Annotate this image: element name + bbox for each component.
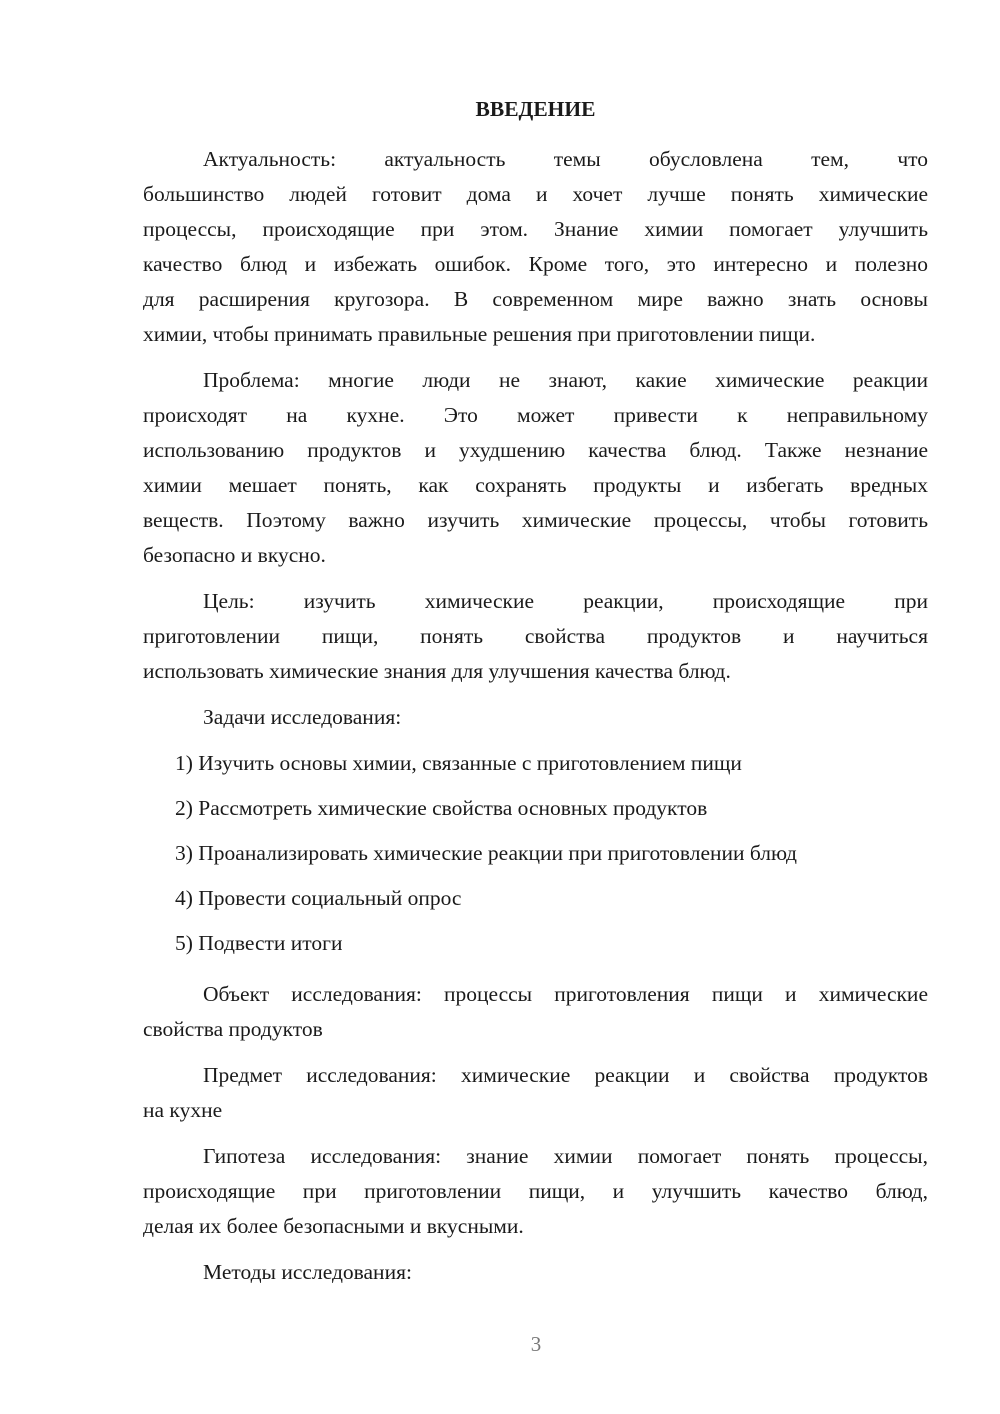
text-line: делая их более безопасными и вкусными. [143, 1214, 524, 1238]
task-item: 3) Проанализировать химические реакции при приготовлении блюд [175, 841, 797, 865]
intro-paragraphs [143, 142, 928, 735]
text-line: безопасно и вкусно. [143, 543, 326, 567]
text-line: веществ. Поэтому важно изучить химические процессы, чтобы готовить [143, 508, 928, 532]
research-paragraphs [143, 977, 928, 1290]
task-item: 2) Рассмотреть химические свойства основных продуктов [175, 796, 708, 820]
paragraph [143, 1255, 928, 1290]
text-line: свойства продуктов [143, 1017, 323, 1041]
text-line: химии, чтобы принимать правильные решения при приготовлении пищи. [143, 322, 816, 346]
text-line: использовать химические знания для улучшения качества блюд. [143, 659, 731, 683]
text-line: на кухне [143, 1098, 223, 1122]
text-line: Задачи исследования: [203, 705, 402, 729]
text-line: Объект исследования: процессы приготовления пищи и химические [203, 982, 928, 1006]
text-line: использованию продуктов и ухудшению качества блюд. Также незнание [143, 438, 928, 462]
paragraph [143, 584, 928, 689]
paragraph [143, 700, 928, 735]
text-line: Методы исследования: [203, 1260, 412, 1284]
paragraph [143, 1139, 928, 1244]
paragraph [143, 977, 928, 1047]
text-line: Актуальность: актуальность темы обусловлена тем, что [203, 147, 928, 171]
text-line: приготовлении пищи, понять свойства продуктов и научиться [143, 624, 928, 648]
text-line: происходящие при приготовлении пищи, и улучшить качество блюд, [143, 1179, 928, 1203]
text-line: Цель: изучить химические реакции, происходящие при [203, 589, 928, 613]
text-line: происходят на кухне. Это может привести к неправильному [143, 403, 928, 427]
tasks-list [143, 741, 928, 966]
text-line: большинство людей готовит дома и хочет лучше понять химические [143, 182, 928, 206]
task-item: 5) Подвести итоги [175, 931, 343, 955]
page-number: 3 [530, 1332, 542, 1356]
page-title: ВВЕДЕНИЕ [475, 97, 596, 121]
paragraph [143, 142, 928, 352]
paragraph [143, 1058, 928, 1128]
paragraph [143, 363, 928, 573]
document-page [143, 92, 928, 1301]
task-item: 1) Изучить основы химии, связанные с приготовлением пищи [175, 751, 742, 775]
task-item: 4) Провести социальный опрос [175, 886, 462, 910]
text-line: Проблема: многие люди не знают, какие химические реакции [203, 368, 928, 392]
text-line: Предмет исследования: химические реакции и свойства продуктов [203, 1063, 928, 1087]
text-line: химии мешает понять, как сохранять продукты и избегать вредных [143, 473, 928, 497]
text-line: для расширения кругозора. В современном мире важно знать основы [143, 287, 928, 311]
text-line: качество блюд и избежать ошибок. Кроме того, это интересно и полезно [143, 252, 928, 276]
text-line: процессы, происходящие при этом. Знание химии помогает улучшить [143, 217, 928, 241]
text-line: Гипотеза исследования: знание химии помогает понять процессы, [203, 1144, 928, 1168]
